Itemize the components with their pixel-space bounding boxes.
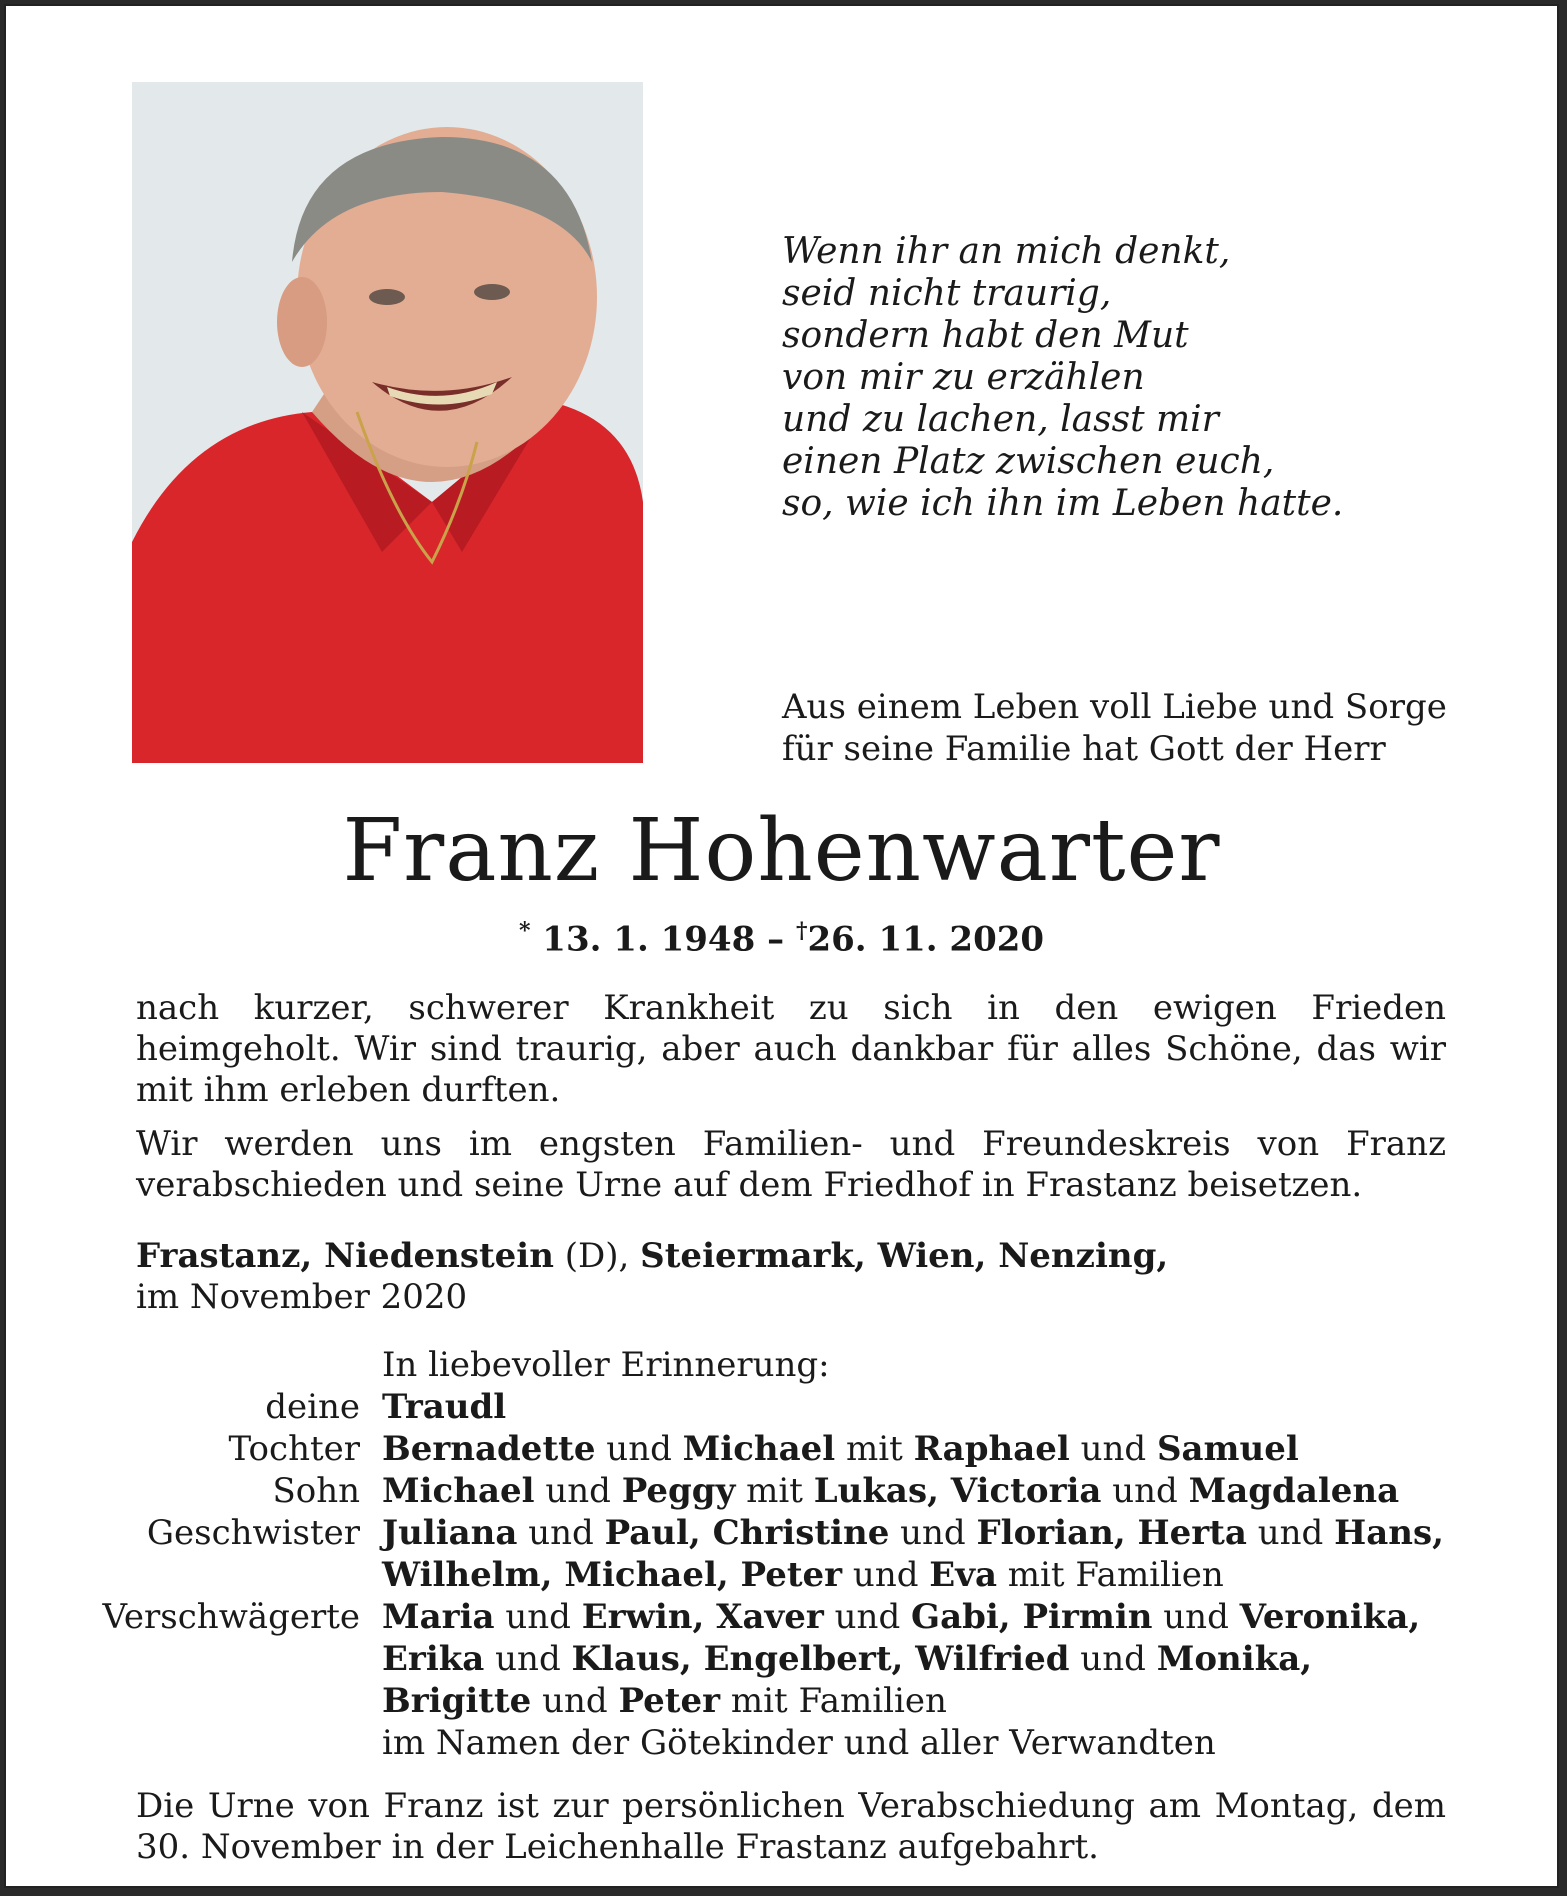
relation-label: Tochter <box>228 1429 360 1469</box>
relation-label: Geschwister <box>146 1513 360 1553</box>
relation-label <box>6 1638 382 1680</box>
poem <box>782 231 1343 525</box>
name-bold: Peter <box>618 1681 721 1721</box>
places-bold-1: Frastanz, Niedenstein <box>136 1236 554 1276</box>
name-connector: und <box>494 1597 582 1637</box>
mourner-row <box>6 1722 1557 1764</box>
poem-line: sondern habt den Mut <box>782 315 1189 356</box>
name-bold: Paul, Christine <box>604 1513 890 1553</box>
name-bold: Juliana <box>382 1513 518 1553</box>
memory-heading: In liebevoller Erinnerung: <box>382 1345 830 1385</box>
name-bold: Magdalena <box>1188 1471 1400 1511</box>
name-bold: Maria <box>382 1597 495 1637</box>
relation-label <box>6 1554 382 1596</box>
mourner-names <box>382 1596 1557 1638</box>
poem-line: von mir zu erzählen <box>782 357 1145 398</box>
deceased-name: Franz Hohenwarter <box>342 801 1221 901</box>
mourner-names <box>382 1386 1557 1428</box>
name-connector: und <box>823 1597 912 1637</box>
name-connector: und <box>842 1555 930 1595</box>
poem-line: Wenn ihr an mich denkt, <box>782 231 1231 272</box>
name-connector: und <box>534 1471 622 1511</box>
relation-label: deine <box>265 1387 360 1427</box>
birth-date: 13. 1. 1948 <box>542 919 756 960</box>
name-bold: Lukas, Victoria <box>813 1471 1102 1511</box>
name-bold: Erika <box>382 1639 485 1679</box>
poem-line: seid nicht traurig, <box>782 273 1112 314</box>
relation-label <box>6 1680 382 1722</box>
name-connector: mit Familien <box>720 1681 947 1721</box>
name-bold: Peggy <box>621 1471 736 1511</box>
name-connector: und <box>1152 1597 1240 1637</box>
mourner-names <box>382 1680 1557 1722</box>
mourner-names <box>382 1722 1557 1764</box>
name-connector: und <box>1101 1471 1189 1511</box>
name-connector: und <box>484 1639 572 1679</box>
name-bold: Wilhelm, Michael, Peter <box>382 1555 843 1595</box>
name-connector: und <box>1069 1639 1157 1679</box>
date-separator: – <box>767 919 785 960</box>
name-connector: im Namen der Götekinder und aller Verwandten <box>382 1723 1216 1763</box>
name-bold: Gabi, Pirmin <box>911 1597 1153 1637</box>
relation-label: Verschwägerte <box>102 1597 360 1637</box>
mourner-row <box>6 1386 1557 1428</box>
name-bold: Veronika, <box>1239 1597 1421 1637</box>
name-bold: Samuel <box>1156 1429 1299 1469</box>
name-bold: Traudl <box>382 1387 507 1427</box>
name-bold: Bernadette <box>382 1429 596 1469</box>
name-bold: Klaus, Engelbert, Wilfried <box>571 1639 1070 1679</box>
poem-line: so, wie ich ihn im Leben hatte. <box>782 483 1344 524</box>
name-connector: mit Familien <box>997 1555 1224 1595</box>
mourner-row <box>6 1470 1557 1512</box>
mourner-row <box>6 1428 1557 1470</box>
mourners-list <box>6 1344 1557 1764</box>
relation-label <box>6 1722 382 1764</box>
mourner-row <box>6 1596 1557 1638</box>
mourner-row <box>6 1512 1557 1554</box>
poem-line: und zu lachen, lasst mir <box>782 399 1219 440</box>
mourner-names <box>382 1428 1557 1470</box>
portrait-illustration <box>132 82 643 763</box>
death-date: 26. 11. 2020 <box>807 919 1045 960</box>
name-connector: und <box>889 1513 977 1553</box>
name-connector: und <box>595 1429 683 1469</box>
life-dates <box>6 918 1557 959</box>
paragraph-3: Die Urne von Franz ist zur persönlichen Verabschiedung am Montag, dem 30. November in der Leichenhalle Frastanz aufgebahrt. <box>136 1786 1446 1867</box>
mourner-names <box>382 1638 1557 1680</box>
name-bold: Eva <box>929 1555 997 1595</box>
name-bold: Florian, Herta <box>976 1513 1247 1553</box>
places-normal-1: (D), <box>564 1236 630 1276</box>
name-connector: und <box>1069 1429 1157 1469</box>
places-date: im November 2020 <box>136 1277 468 1317</box>
name-bold: Monika, <box>1156 1639 1313 1679</box>
intro-line: für seine Familie hat Gott der Herr <box>782 729 1386 769</box>
name-bold: Michael <box>382 1471 535 1511</box>
name-bold: Michael <box>682 1429 836 1469</box>
poem-line: einen Platz zwischen euch, <box>782 441 1275 482</box>
mourner-names <box>382 1554 1557 1596</box>
name-connector: und <box>517 1513 605 1553</box>
name-connector: mit <box>735 1471 814 1511</box>
mourner-row <box>6 1638 1557 1680</box>
portrait-photo <box>132 82 643 763</box>
name-connector: und <box>1246 1513 1335 1553</box>
places-bold-2: Steiermark, Wien, Nenzing, <box>640 1236 1169 1276</box>
relation-label: Sohn <box>272 1471 360 1511</box>
name-bold: Raphael <box>913 1429 1070 1469</box>
places-line <box>136 1236 1168 1318</box>
intro-line: Aus einem Leben voll Liebe und Sorge <box>782 687 1447 727</box>
name-bold: Erwin, Xaver <box>581 1597 824 1637</box>
name-bold: Hans, <box>1334 1513 1444 1553</box>
name-connector: und <box>531 1681 619 1721</box>
mourner-row <box>6 1680 1557 1722</box>
death-symbol: † <box>795 918 808 944</box>
obituary-card <box>4 4 1559 1888</box>
name-connector: mit <box>835 1429 914 1469</box>
mourner-names <box>382 1512 1557 1554</box>
mourner-names <box>382 1470 1557 1512</box>
paragraph-2: Wir werden uns im engsten Familien- und Freundeskreis von Franz verabschieden und seine Urne auf dem Friedhof in Frastanz beisetzen. <box>136 1124 1446 1205</box>
name-bold: Brigitte <box>382 1681 532 1721</box>
birth-symbol: * <box>518 918 531 944</box>
mourner-row <box>6 1554 1557 1596</box>
paragraph-1: nach kurzer, schwerer Krankheit zu sich in den ewigen Frieden heimgeholt. Wir sind traurig, aber auch dankbar für alles Schöne, das wir mit ihm erleben durften. <box>136 988 1446 1110</box>
intro-text <box>782 686 1447 770</box>
